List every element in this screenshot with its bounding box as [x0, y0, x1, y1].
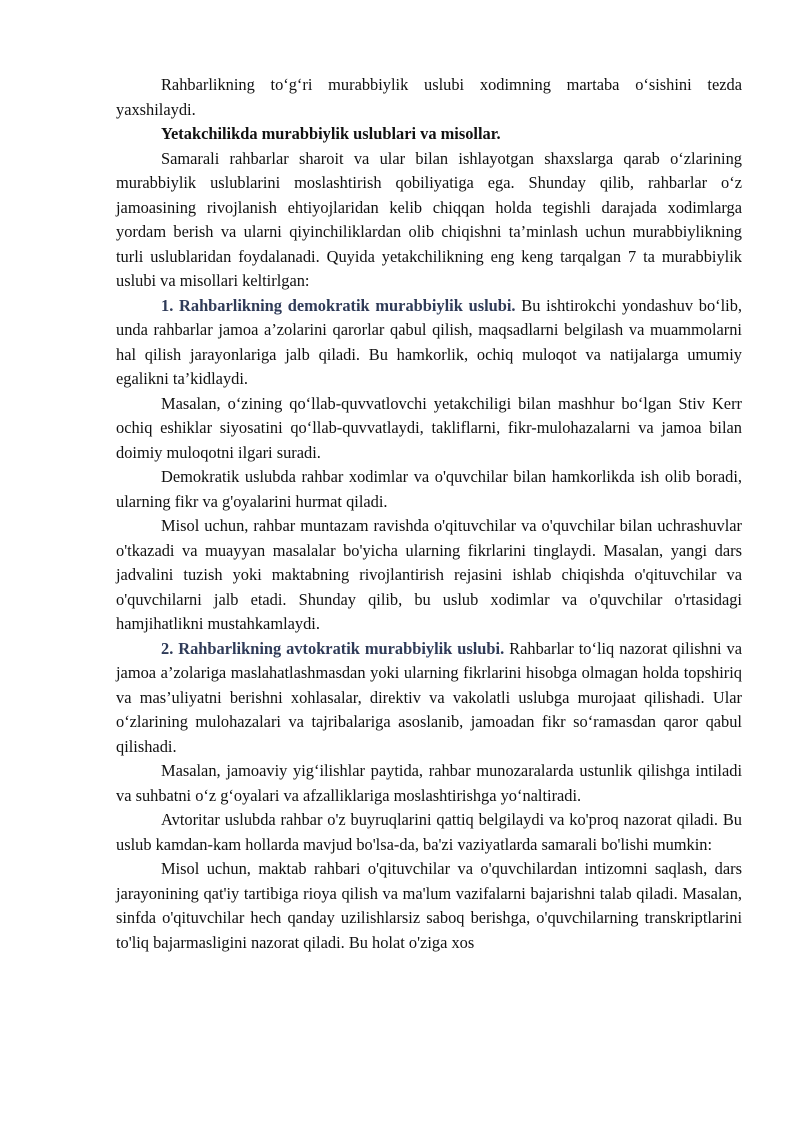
paragraph-intro: Rahbarlikning to‘g‘ri murabbiylik uslubi xodimning martaba o‘sishini tezda yaxshilaydi.: [116, 75, 742, 119]
democratic-style-heading: 1. Rahbarlikning demokratik murabbiylik uslubi.: [161, 295, 516, 315]
paragraph-autocratic-meeting: Masalan, jamoaviy yig‘ilishlar paytida, rahbar munozaralarda ustunlik qilishga intiladi va suhbatni o‘z g‘oyalari va afzalliklariga moslashtirishga yo‘naltiradi.: [116, 761, 742, 805]
paragraph-democratic-style: [116, 294, 742, 392]
paragraph-democratic-example: Misol uchun, rahbar muntazam ravishda o'qituvchilar va o'quvchilar bilan uchrashuvlar o'tkazadi va muayyan masalalar bo'yicha ularning fikrlarini tinglaydi. Masalan, yangi dars jadvalini tuzish yoki maktabning rivojlantirish rejasini ishlab chiqishda o'qituvchilar va o'quvchilarni jalb etadi. Shunday qilib, bu uslub xodimlar va o'quvchilar o'rtasidagi hamjihatlikni mustahkamlaydi.: [116, 516, 742, 633]
paragraph-autocratic-style: [116, 637, 742, 760]
section-heading: Yetakchilikda murabbiylik uslublari va misollar.: [161, 124, 501, 143]
paragraph-overview: Samarali rahbarlar sharoit va ular bilan ishlayotgan shaxslarga qarab o‘zlarining murabbiylik uslublarini moslashtirish qobiliyatiga ega. Shunday qilib, rahbarlar o‘z jamoasining rivojlanish ehtiyojlaridan kelib chiqqan holda tegishli darajada xodimlarga yordam berish va ularni qiyinchiliklardan olib chiqishni ta’minlash uchun murabbiylikning turli uslublaridan foydalanadi. Quyida yetakchilikning eng keng tarqalgan 7 ta murabbiylik uslubi va misollari keltirlgan:: [116, 148, 742, 290]
paragraph-authoritarian-example: Misol uchun, maktab rahbari o'qituvchilar va o'quvchilardan intizomni saqlash, dars jarayonining qat'iy tartibiga rioya qilish va ma'lum vazifalarni bajarishni talab qiladi. Masalan, sinfda o'qituvchilar hech qanday uzilishlarsiz saboq berishga, o'quvchilarning transkriptlarini to'liq bajarmasligini nazorat qiladi. Bu holat o'ziga xos: [116, 859, 742, 952]
document-page: [116, 73, 742, 955]
autocratic-style-text: Rahbarlar to‘liq nazorat qilishni va jamoa a’zolariga maslahatlashmasdan yoki ularning fikrlarini hisobga olmagan holda topshiriq va mas’uliyatni berishni xohlasalar, direktiv va vakolatli uslubga murojaat qilishadi. Ular o‘zlarining mulohazalari va tajribalariga asoslanib, jamoadan fikr so‘ramasdan qaror qabul qilishadi.: [116, 638, 742, 756]
democratic-style-text: Bu ishtirokchi yondashuv bo‘lib, unda rahbarlar jamoa a’zolarini qarorlar qabul qilish, maqsadlarni belgilash va muammolarni hal qilish jarayonlariga jalb qiladi. Bu hamkorlik, ochiq muloqot va natijalarga umumiy egalikni ta’kidlaydi.: [116, 295, 742, 388]
paragraph-democratic-school: Demokratik uslubda rahbar xodimlar va o'quvchilar bilan hamkorlikda ish olib boradi, ularning fikr va g'oyalarini hurmat qiladi.: [116, 467, 742, 511]
autocratic-style-heading: 2. Rahbarlikning avtokratik murabbiylik uslubi.: [161, 638, 505, 658]
paragraph-authoritarian: Avtoritar uslubda rahbar o'z buyruqlarini qattiq belgilaydi va ko'proq nazorat qiladi. Bu uslub kamdan-kam hollarda mavjud bo'lsa-da, ba'zi vaziyatlarda samarali bo'lishi mumkin:: [116, 810, 742, 854]
paragraph-example-kerr: Masalan, o‘zining qo‘llab-quvvatlovchi yetakchiligi bilan mashhur bo‘lgan Stiv Kerr ochiq eshiklar siyosatini qo‘llab-quvvatlaydi, takliflarni, fikr-mulohazalarni va jamoa bilan doimiy muloqotni ilgari suradi.: [116, 393, 742, 462]
